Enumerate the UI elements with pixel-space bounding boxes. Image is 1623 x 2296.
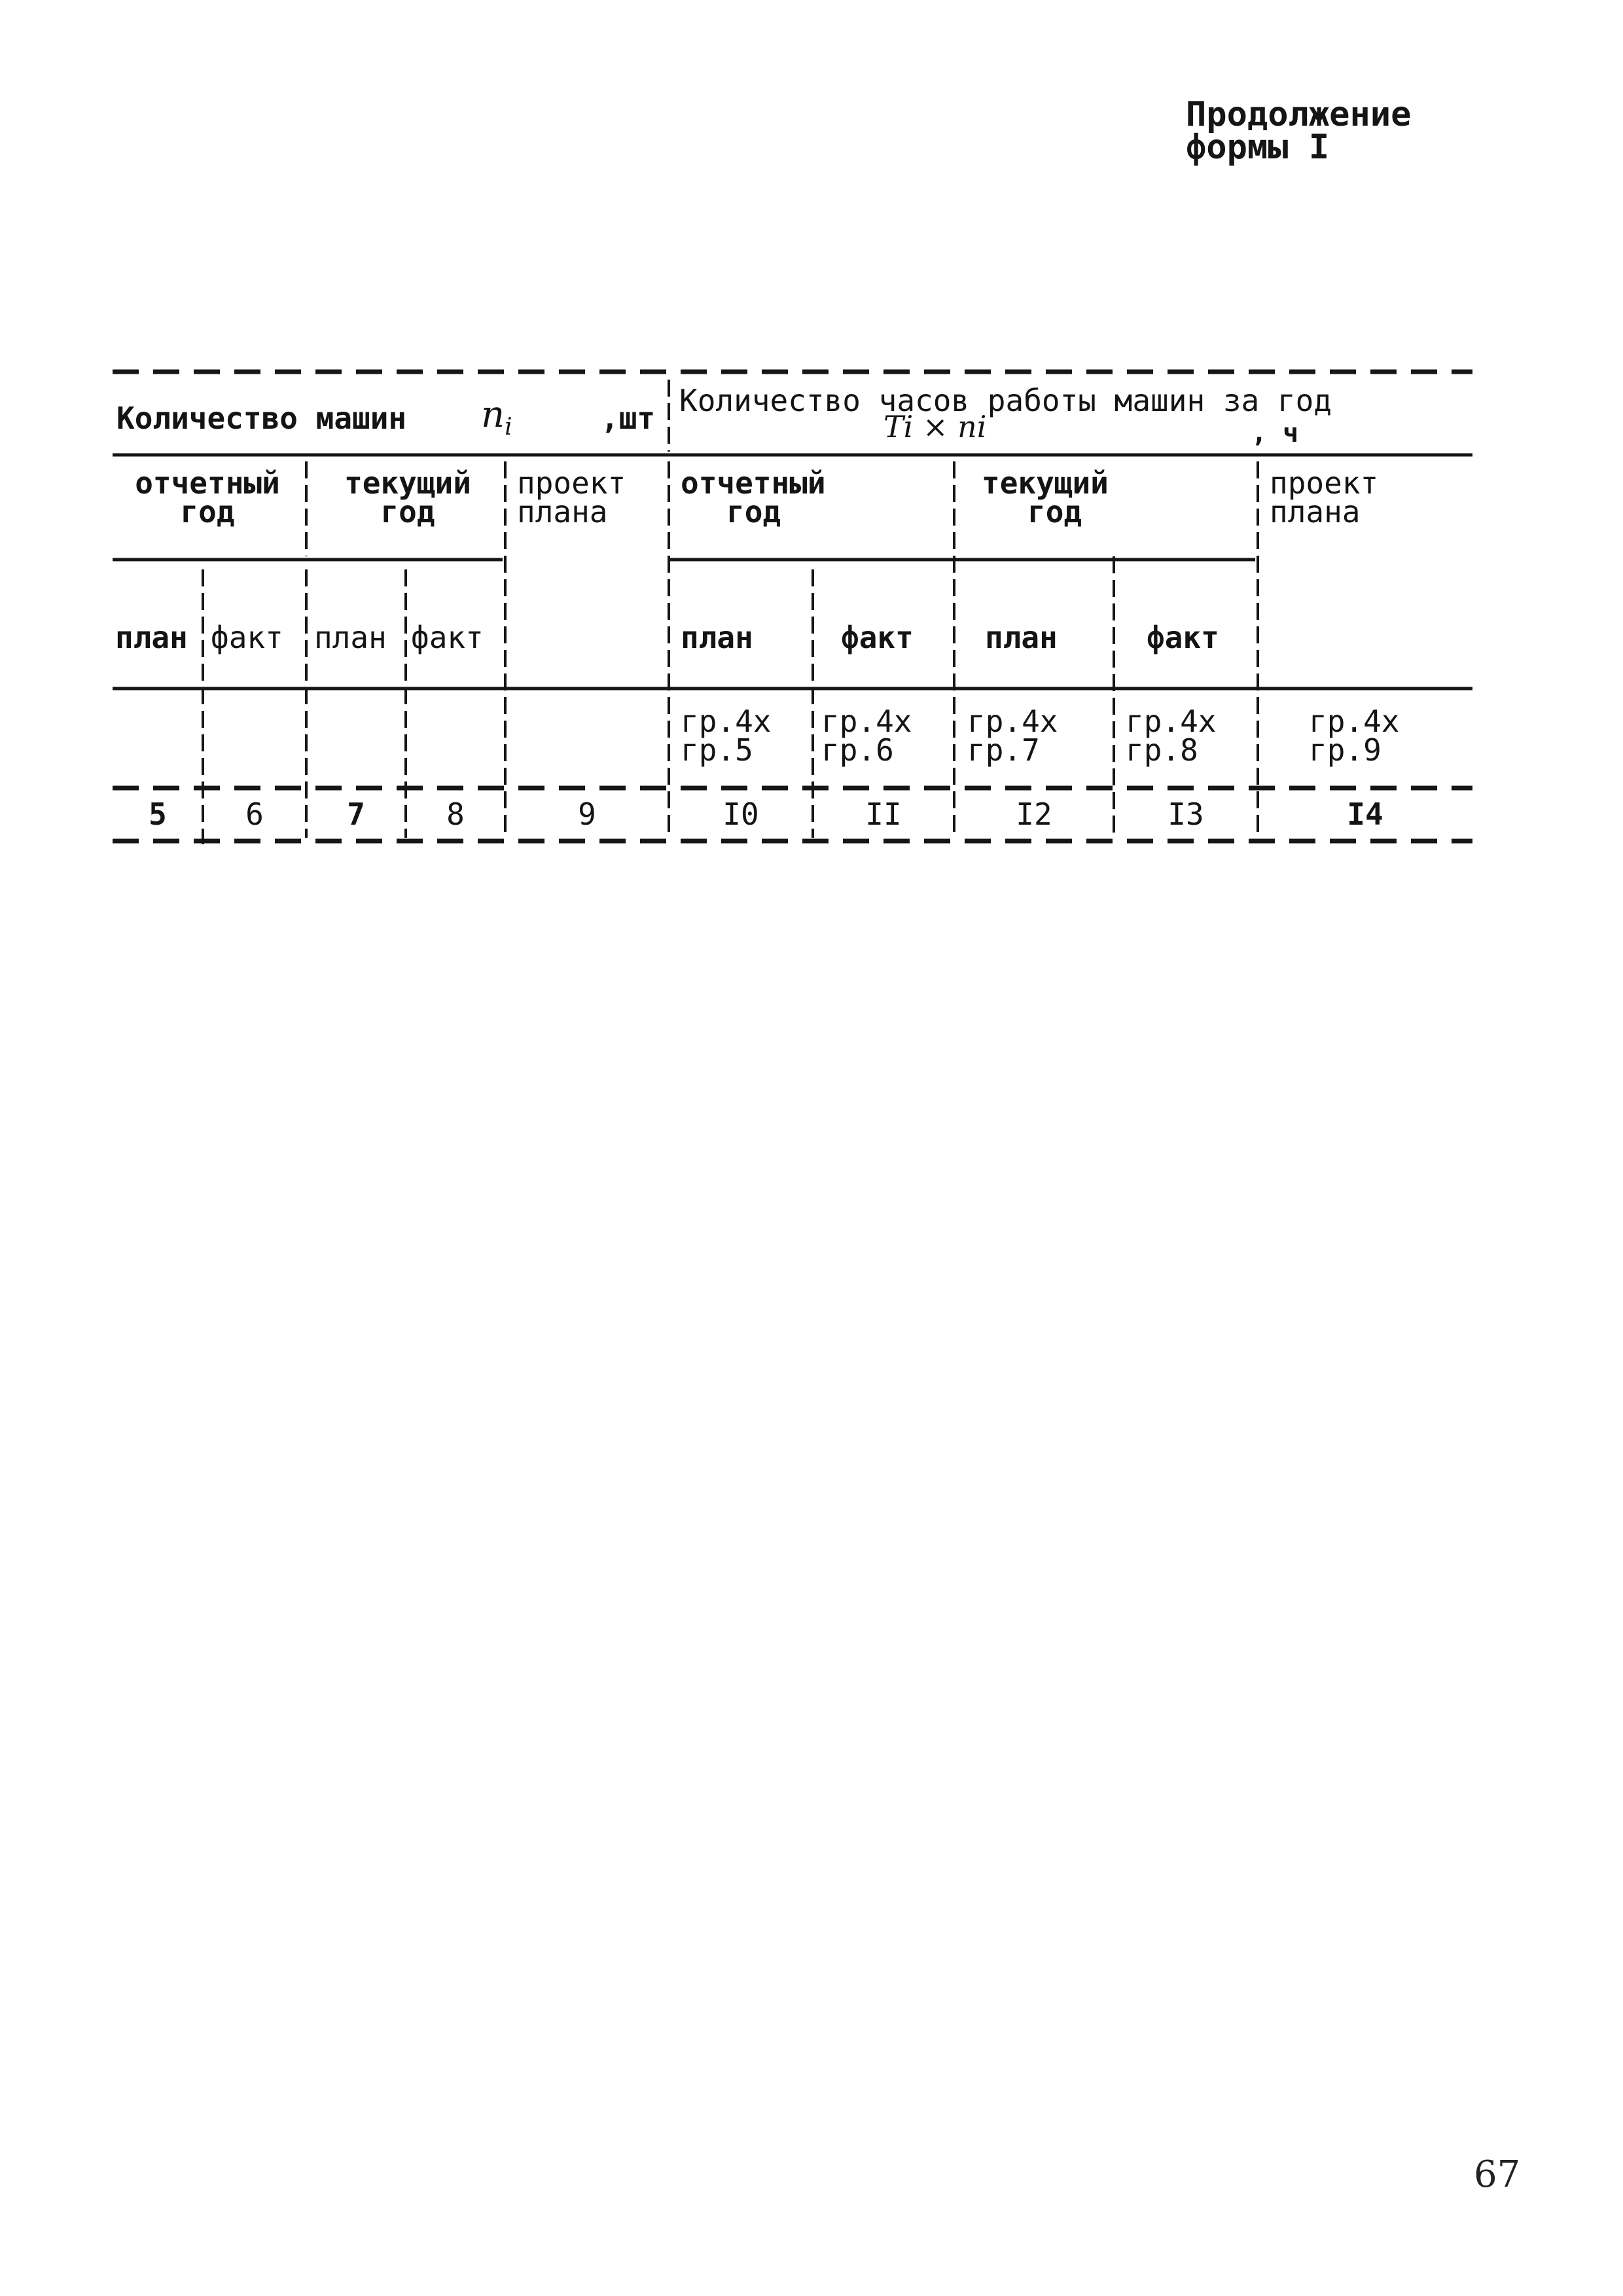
header-machine-count bbox=[116, 401, 407, 436]
leaf-g2-reporting-plan: план bbox=[681, 620, 753, 655]
subheader-g1-reporting-line1: отчетный bbox=[135, 465, 280, 501]
leaf-g1-current-plan: план bbox=[314, 620, 387, 655]
leaf-g1-reporting-plan: план bbox=[115, 620, 188, 655]
formula-col-13-line1: гр.4х bbox=[1126, 704, 1217, 739]
column-number-9: 9 bbox=[578, 797, 596, 832]
subheader-g2-reporting-line1: отчетный bbox=[681, 465, 826, 501]
formula-col-13 bbox=[1126, 704, 1217, 768]
formula-col-14-line2: гр.9 bbox=[1309, 732, 1382, 768]
column-number-5: 5 bbox=[149, 797, 167, 832]
column-number-14: I4 bbox=[1347, 797, 1383, 832]
subheader-g1-reporting-year bbox=[113, 465, 302, 529]
formula-col-10 bbox=[681, 704, 772, 768]
subheader-g2-current-line2: год bbox=[1027, 494, 1082, 529]
formula-col-11-line1: гр.4х bbox=[821, 704, 912, 739]
column-number-7: 7 bbox=[347, 797, 365, 832]
formula-col-12 bbox=[967, 704, 1058, 768]
formula-col-11 bbox=[821, 704, 912, 768]
header-machine-count-unit: ,шт bbox=[601, 401, 656, 436]
symbol-i: i bbox=[505, 414, 512, 441]
formula-col-13-line2: гр.8 bbox=[1126, 732, 1198, 768]
subheader-g2-project-plan bbox=[1270, 465, 1379, 529]
formula-col-14 bbox=[1309, 704, 1400, 768]
leaf-g2-current-plan: план bbox=[985, 620, 1058, 655]
formula-col-11-line2: гр.6 bbox=[821, 732, 894, 768]
formula-col-10-line1: гр.4х bbox=[681, 704, 772, 739]
leaf-g1-current-fact: факт bbox=[411, 620, 484, 655]
header-machine-count-label: Количество машин bbox=[116, 401, 407, 436]
subheader-g2-reporting-line2: год bbox=[726, 494, 781, 529]
subheader-g1-current-line1: текущий bbox=[344, 465, 471, 501]
page-number: 67 bbox=[1474, 2153, 1521, 2196]
column-number-11: II bbox=[865, 797, 902, 832]
symbol-n-i bbox=[481, 393, 512, 442]
leaf-g1-reporting-fact: факт bbox=[211, 620, 283, 655]
subheader-g2-project-line2: плана bbox=[1270, 494, 1361, 529]
formula-col-10-line2: гр.5 bbox=[681, 732, 753, 768]
column-number-6: 6 bbox=[245, 797, 264, 832]
subheader-g1-reporting-line2: год bbox=[180, 494, 235, 529]
column-number-12: I2 bbox=[1016, 797, 1052, 832]
subheader-g2-current-year bbox=[982, 465, 1109, 529]
subheader-g1-project-line2: плана bbox=[517, 494, 608, 529]
header-machine-hours-formula: Ti × ni bbox=[883, 409, 987, 444]
header-machine-hours: Количество часов работы машин за год bbox=[679, 383, 1332, 418]
subheader-g2-reporting-year bbox=[681, 465, 826, 529]
subheader-g1-project-line1: проект bbox=[517, 465, 626, 501]
symbol-n: n bbox=[481, 393, 505, 436]
header-machine-hours-unit: , ч bbox=[1251, 418, 1299, 448]
subheader-g2-current-line1: текущий bbox=[982, 465, 1109, 501]
subheader-g1-current-year bbox=[313, 465, 503, 529]
formula-col-12-line1: гр.4х bbox=[967, 704, 1058, 739]
formula-col-14-line1: гр.4х bbox=[1309, 704, 1400, 739]
formula-col-12-line2: гр.7 bbox=[967, 732, 1040, 768]
leaf-g2-reporting-fact: факт bbox=[841, 620, 914, 655]
leaf-g2-current-fact: факт bbox=[1147, 620, 1219, 655]
subheader-g1-current-line2: год bbox=[380, 494, 435, 529]
column-number-13: I3 bbox=[1168, 797, 1204, 832]
subheader-g2-project-line1: проект bbox=[1270, 465, 1379, 501]
column-number-8: 8 bbox=[446, 797, 465, 832]
caption-line-1: Продолжение bbox=[1186, 95, 1412, 134]
caption-line-2: формы I bbox=[1186, 128, 1330, 167]
subheader-g1-project-plan bbox=[517, 465, 626, 529]
column-number-10: I0 bbox=[722, 797, 759, 832]
